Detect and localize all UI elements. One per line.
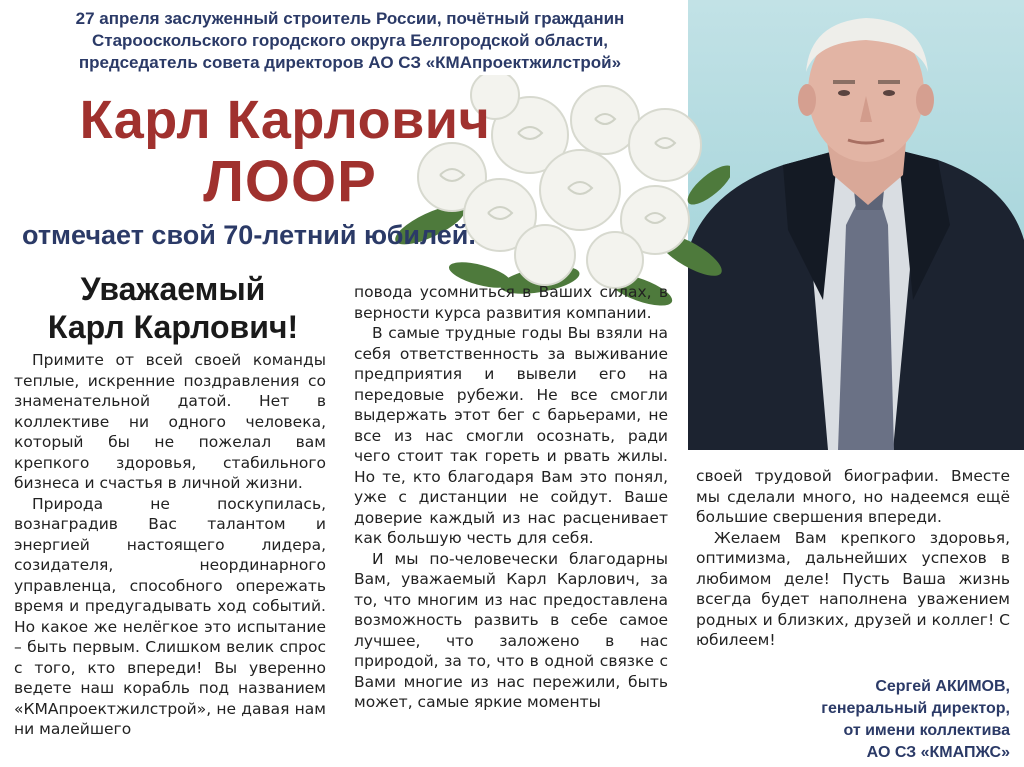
intro-line: Старооскольского городского округа Белгородской области, <box>91 31 609 50</box>
paragraph: своей трудовой биографии. Вместе мы сделали много, но надеемся ещё большие свершения впереди. <box>696 467 1010 526</box>
signature-name: Сергей АКИМОВ, <box>875 678 1010 695</box>
intro-line: председатель совета директоров АО СЗ «КМАпроектжилстрой» <box>78 53 622 72</box>
paragraph: В самые трудные годы Вы взяли на себя ответственность за выживание предприятия и вывели его на передовые рубежи. Не все смогли выдержать этот бег с барьерами, не все из нас смогли осознать, ради чего стоит так гореть и рвать жилы. Но те, кто благодаря Вам это понял, уже с дистанции не сойдут. Ваше доверие каждый из нас расценивает как большую честь для себя. <box>354 324 668 547</box>
text-column-3 <box>696 466 1010 651</box>
intro-line: 27 апреля заслуженный строитель России, почётный гражданин <box>75 9 625 28</box>
paragraph: Природа не поскупилась, вознаградив Вас талантом и энергией настоящего лидера, созидателя, неординарного управленца, способного опережать время и предугадывать ход событий. Но какое же нелёгкое это испытание – быть первым. Слишком велик спрос с того, кто впереди! Вы уверенно ведете наш корабль под названием «КМАпроектжилстрой», не давая нам ни малейшего <box>14 494 326 738</box>
signature <box>760 676 1010 764</box>
greeting-line: Карл Карлович! <box>47 309 299 345</box>
signature-behalf: от имени коллектива <box>843 722 1010 739</box>
greeting <box>18 270 328 346</box>
paragraph: И мы по-человечески благодарны Вам, уважаемый Карл Карлович, за то, что многим из нас предоставлена возможность развить в себе самое лучшее, что заложено в нас природой, за то, что в одной связке с Вами многие из нас пережили, быть может, самые яркие моменты <box>354 549 668 711</box>
greeting-line: Уважаемый <box>80 271 266 307</box>
signature-position: генеральный директор, <box>821 700 1010 717</box>
paragraph: Примите от всей своей команды теплые, искренние поздравления со знаменательной датой. Нет в коллективе ни одного человека, который бы не пожелал вам крепкого здоровья, стабильного бизнеса и счастья в личной жизни. <box>14 351 326 492</box>
intro-text <box>20 8 680 74</box>
portrait-photo <box>688 0 1024 450</box>
paragraph: Желаем Вам крепкого здоровья, оптимизма, дальнейших успехов в любимом деле! Пусть Ваша жизнь всегда будет наполнена уважением родных и близких, друзей и коллег! С юбилеем! <box>696 528 1010 649</box>
signature-company: АО СЗ «КМАПЖС» <box>866 744 1010 761</box>
paragraph: повода усомниться в Ваших силах, в верности курса развития компании. <box>354 283 668 322</box>
portrait-illustration <box>688 0 1024 450</box>
subtitle: отмечает свой 70-летний юбилей. <box>22 220 476 250</box>
name-first: Карл Карлович <box>79 90 491 150</box>
text-column-2 <box>354 282 668 713</box>
name-surname: ЛООР <box>203 149 377 214</box>
text-column-1 <box>14 350 326 740</box>
